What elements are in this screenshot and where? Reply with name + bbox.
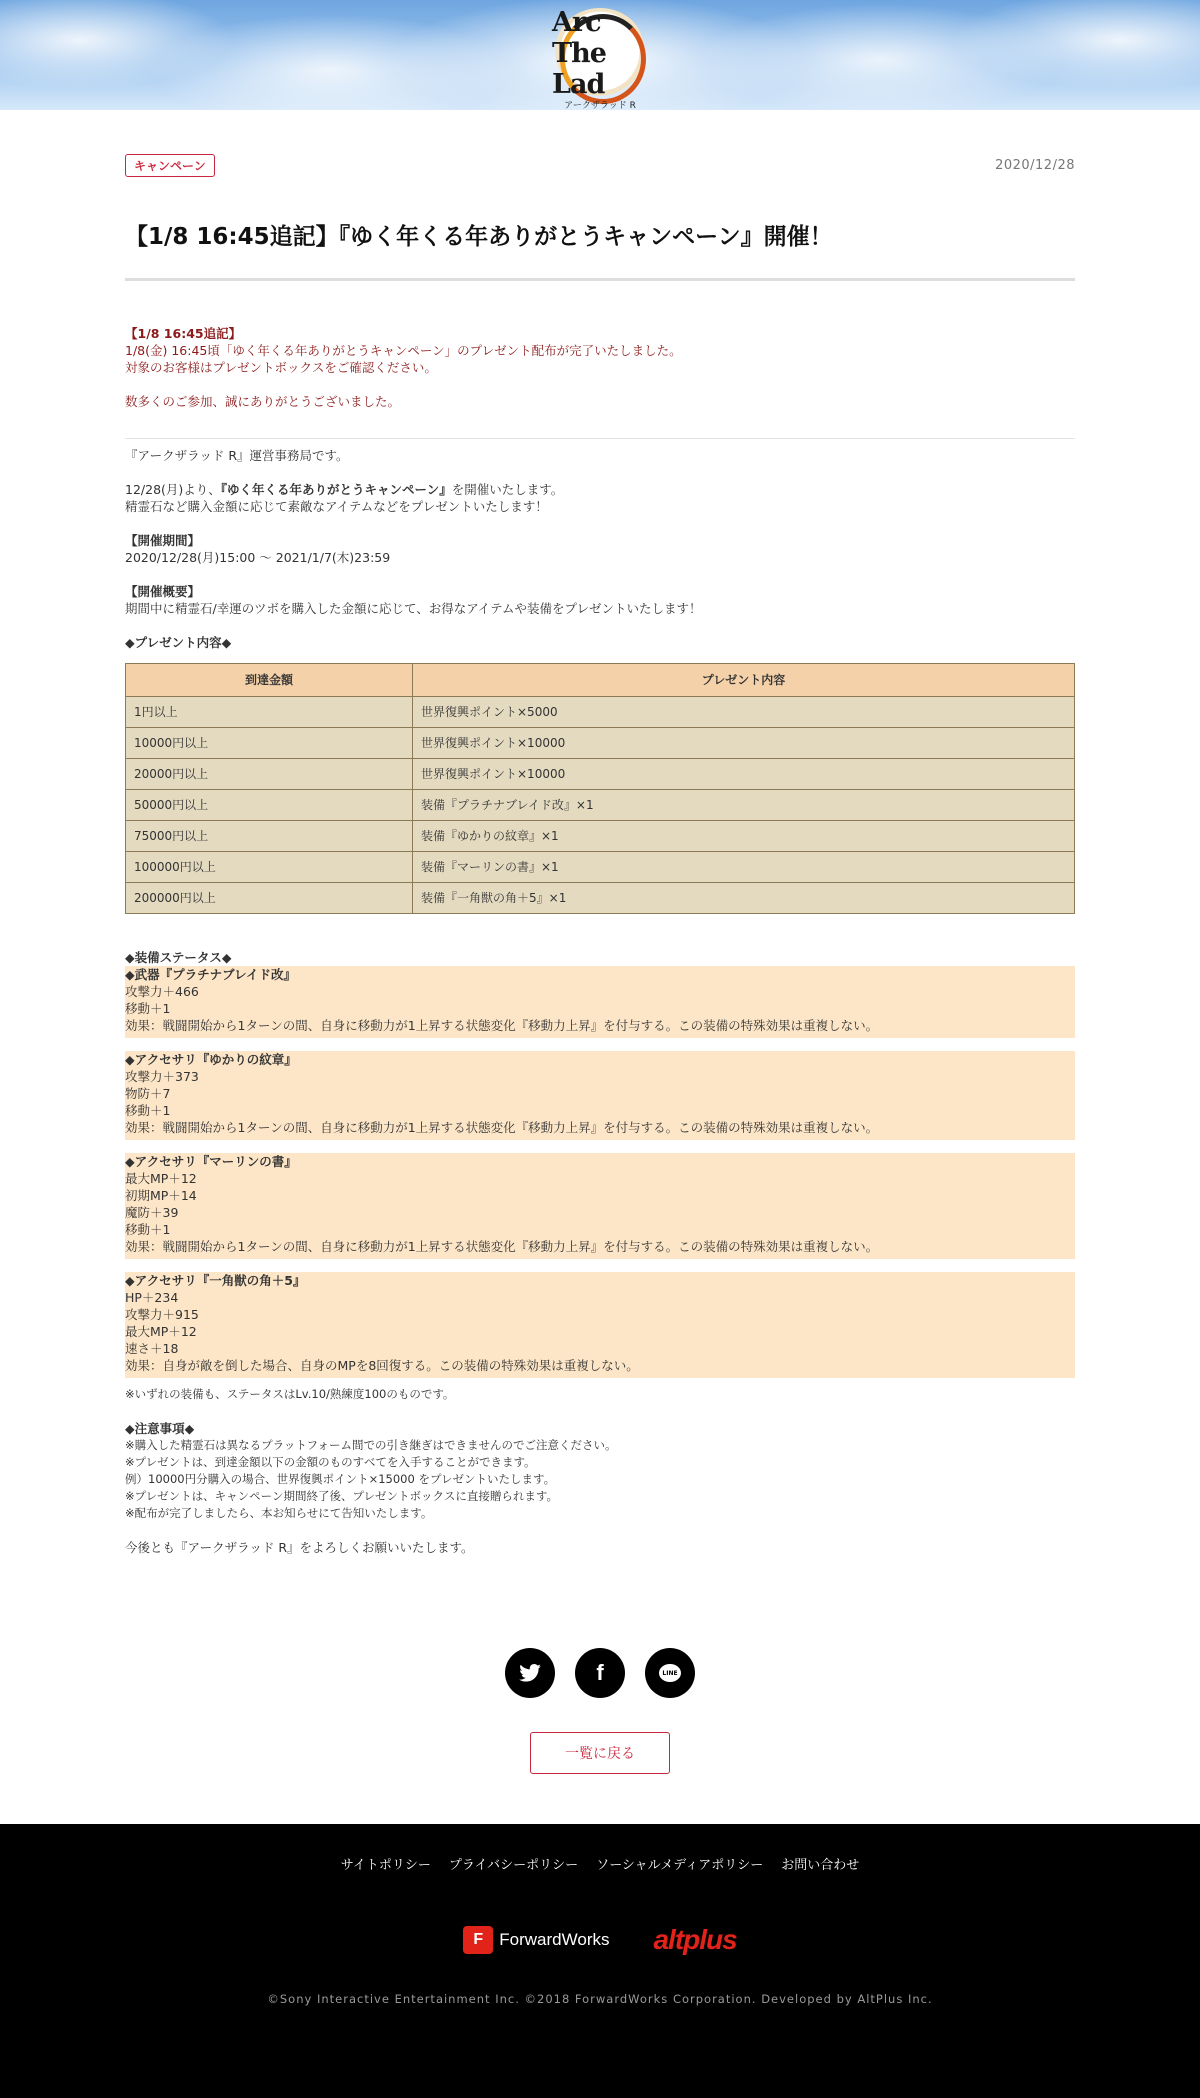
equip-block xyxy=(125,1153,1075,1259)
logo-title: Arc The Lad xyxy=(552,7,606,100)
table-cell: 装備『マーリンの書』×1 xyxy=(413,852,1075,883)
altplus-logo[interactable]: altplus xyxy=(653,1924,737,1955)
equip-effect: 効果：戦闘開始から1ターンの間、自身に移動力が1上昇する状態変化『移動力上昇』を付与する。この装備の特殊効果は重複しない。 xyxy=(125,1120,879,1135)
equip-stat: 攻撃力＋915 xyxy=(125,1307,199,1322)
game-logo[interactable] xyxy=(552,7,648,110)
equip-block xyxy=(125,1051,1075,1140)
notice-line: 数多くのご参加、誠にありがとうございました。 xyxy=(125,394,401,409)
equip-stat: 魔防＋39 xyxy=(125,1205,179,1220)
table-row xyxy=(126,728,1075,759)
article xyxy=(125,110,1075,1555)
line-share-button[interactable] xyxy=(645,1648,695,1698)
line-icon: LINE xyxy=(659,1664,681,1682)
overview-heading: 【開催概要】 xyxy=(125,584,201,599)
equip-stat: 攻撃力＋466 xyxy=(125,984,199,999)
footer-link-site-policy[interactable]: サイトポリシー xyxy=(340,1858,431,1873)
lead-suffix: を開催いたします。 xyxy=(451,482,564,497)
footer-link-privacy-policy[interactable]: プライバシーポリシー xyxy=(448,1858,579,1873)
table-cell: 装備『一角獣の角＋5』×1 xyxy=(413,883,1075,914)
equip-name: ◆武器『プラチナブレイド改』 xyxy=(125,967,296,982)
update-notice xyxy=(125,325,1075,410)
caution-heading: ◆注意事項◆ xyxy=(125,1421,195,1436)
closing-text: 今後とも『アークザラッド R』をよろしくお願いいたします。 xyxy=(125,1540,474,1555)
table-row xyxy=(126,790,1075,821)
equip-block xyxy=(125,1272,1075,1378)
period-text: 2020/12/28(月)15:00 〜 2021/1/7(木)23:59 xyxy=(125,550,391,565)
notice-line: 1/8(金) 16:45頃「ゆく年くる年ありがとうキャンペーン」のプレゼント配布が完了いたしました。 xyxy=(125,343,682,358)
brand-logos xyxy=(0,1924,1200,1956)
present-heading: ◆プレゼント内容◆ xyxy=(125,635,232,650)
table-cell: 装備『ゆかりの紋章』×1 xyxy=(413,821,1075,852)
equip-name: ◆アクセサリ『一角獣の角＋5』 xyxy=(125,1273,306,1288)
caution-item: ※購入した精霊石は異なるプラットフォーム間での引き継ぎはできませんのでご注意ください。 xyxy=(125,1438,617,1452)
table-row xyxy=(126,852,1075,883)
forwardworks-icon: F xyxy=(463,1926,493,1954)
table-cell: 10000円以上 xyxy=(126,728,413,759)
equip-stat: 初期MP＋14 xyxy=(125,1188,197,1203)
footer-link-social-media-policy[interactable]: ソーシャルメディアポリシー xyxy=(596,1858,764,1873)
article-body xyxy=(125,325,1075,1556)
footer xyxy=(0,1824,1200,2098)
equip-effect: 効果：戦闘開始から1ターンの間、自身に移動力が1上昇する状態変化『移動力上昇』を付与する。この装備の特殊効果は重複しない。 xyxy=(125,1018,879,1033)
lead-text xyxy=(125,481,1075,498)
article-date: 2020/12/28 xyxy=(995,158,1075,173)
table-cell: 装備『プラチナブレイド改』×1 xyxy=(413,790,1075,821)
twitter-share-button[interactable] xyxy=(505,1648,555,1698)
page-title: 【1/8 16:45追記】『ゆく年くる年ありがとうキャンペーン』開催！ xyxy=(125,224,833,250)
equip-stat: 最大MP＋12 xyxy=(125,1171,197,1186)
lead-prefix: 12/28(月)より、 xyxy=(125,482,221,497)
back-to-list-button[interactable]: 一覧に戻る xyxy=(530,1732,670,1774)
present-table xyxy=(125,663,1075,914)
equip-effect: 効果：自身が敵を倒した場合、自身のMPを8回復する。この装備の特殊効果は重複しない。 xyxy=(125,1358,639,1373)
equip-name: ◆アクセサリ『ゆかりの紋章』 xyxy=(125,1052,297,1067)
table-cell: 75000円以上 xyxy=(126,821,413,852)
logo-subtitle: アークザラッド R xyxy=(564,101,636,110)
table-row xyxy=(126,883,1075,914)
facebook-share-button[interactable] xyxy=(575,1648,625,1698)
article-meta xyxy=(125,110,1075,173)
equip-effect: 効果：戦闘開始から1ターンの間、自身に移動力が1上昇する状態変化『移動力上昇』を付与する。この装備の特殊効果は重複しない。 xyxy=(125,1239,879,1254)
footer-links xyxy=(0,1854,1200,1873)
notice-heading: 【1/8 16:45追記】 xyxy=(125,326,242,341)
facebook-icon: f xyxy=(596,1660,604,1685)
equip-name: ◆アクセサリ『マーリンの書』 xyxy=(125,1154,297,1169)
table-cell: 世界復興ポイント×10000 xyxy=(413,728,1075,759)
table-cell: 100000円以上 xyxy=(126,852,413,883)
equip-stat: 物防＋7 xyxy=(125,1086,171,1101)
table-cell: 20000円以上 xyxy=(126,759,413,790)
table-row xyxy=(126,697,1075,728)
category-badge: キャンペーン xyxy=(125,154,215,177)
caution-item: ※配布が完了しましたら、本お知らせにて告知いたします。 xyxy=(125,1506,433,1520)
equip-heading: ◆装備ステータス◆ xyxy=(125,950,232,965)
title-divider xyxy=(125,278,1075,281)
table-header: プレゼント内容 xyxy=(413,664,1075,697)
equip-stat: 攻撃力＋373 xyxy=(125,1069,199,1084)
intro-text: 『アークザラッド R』運営事務局です。 xyxy=(125,448,349,463)
equip-stat: 移動＋1 xyxy=(125,1001,171,1016)
header-banner xyxy=(0,0,1200,110)
caution-item: ※プレゼントは、到達金額以下の金額のものすべてを入手することができます。 xyxy=(125,1455,536,1469)
copyright: ©Sony Interactive Entertainment Inc. ©2018 ForwardWorks Corporation. Developed by AltPlus Inc. xyxy=(267,1992,933,2006)
overview-text: 期間中に精霊石/幸運のツボを購入した金額に応じて、お得なアイテムや装備をプレゼントいたします！ xyxy=(125,601,702,616)
lead-text-2: 精霊石など購入金額に応じて素敵なアイテムなどをプレゼントいたします！ xyxy=(125,499,548,514)
equip-stat: HP＋234 xyxy=(125,1290,179,1305)
section-divider xyxy=(125,438,1075,439)
caution-item: ※プレゼントは、キャンペーン期間終了後、プレゼントボックスに直接贈られます。 xyxy=(125,1489,558,1503)
table-cell: 世界復興ポイント×10000 xyxy=(413,759,1075,790)
table-row xyxy=(126,821,1075,852)
equip-stat: 最大MP＋12 xyxy=(125,1324,197,1339)
table-cell: 1円以上 xyxy=(126,697,413,728)
table-cell: 世界復興ポイント×5000 xyxy=(413,697,1075,728)
equip-stat: 速さ＋18 xyxy=(125,1341,179,1356)
table-cell: 50000円以上 xyxy=(126,790,413,821)
table-cell: 200000円以上 xyxy=(126,883,413,914)
equip-stat: 移動＋1 xyxy=(125,1222,171,1237)
campaign-name: 『ゆく年くる年ありがとうキャンペーン』 xyxy=(220,482,452,497)
forwardworks-logo[interactable] xyxy=(463,1926,609,1954)
equip-block xyxy=(125,966,1075,1038)
equip-note: ※いずれの装備も、ステータスはLv.10/熟練度100のものです。 xyxy=(125,1387,455,1401)
caution-item: 例）10000円分購入の場合、世界復興ポイント×15000 をプレゼントいたします。 xyxy=(125,1472,556,1486)
forwardworks-name: ForwardWorks xyxy=(499,1930,610,1949)
social-share xyxy=(0,1648,1200,1700)
footer-link-contact[interactable]: お問い合わせ xyxy=(781,1858,860,1873)
period-heading: 【開催期間】 xyxy=(125,533,201,548)
twitter-icon xyxy=(519,1664,541,1682)
notice-line: 対象のお客様はプレゼントボックスをご確認ください。 xyxy=(125,360,437,375)
table-row xyxy=(126,759,1075,790)
equip-stat: 移動＋1 xyxy=(125,1103,171,1118)
table-header: 到達金額 xyxy=(126,664,413,697)
